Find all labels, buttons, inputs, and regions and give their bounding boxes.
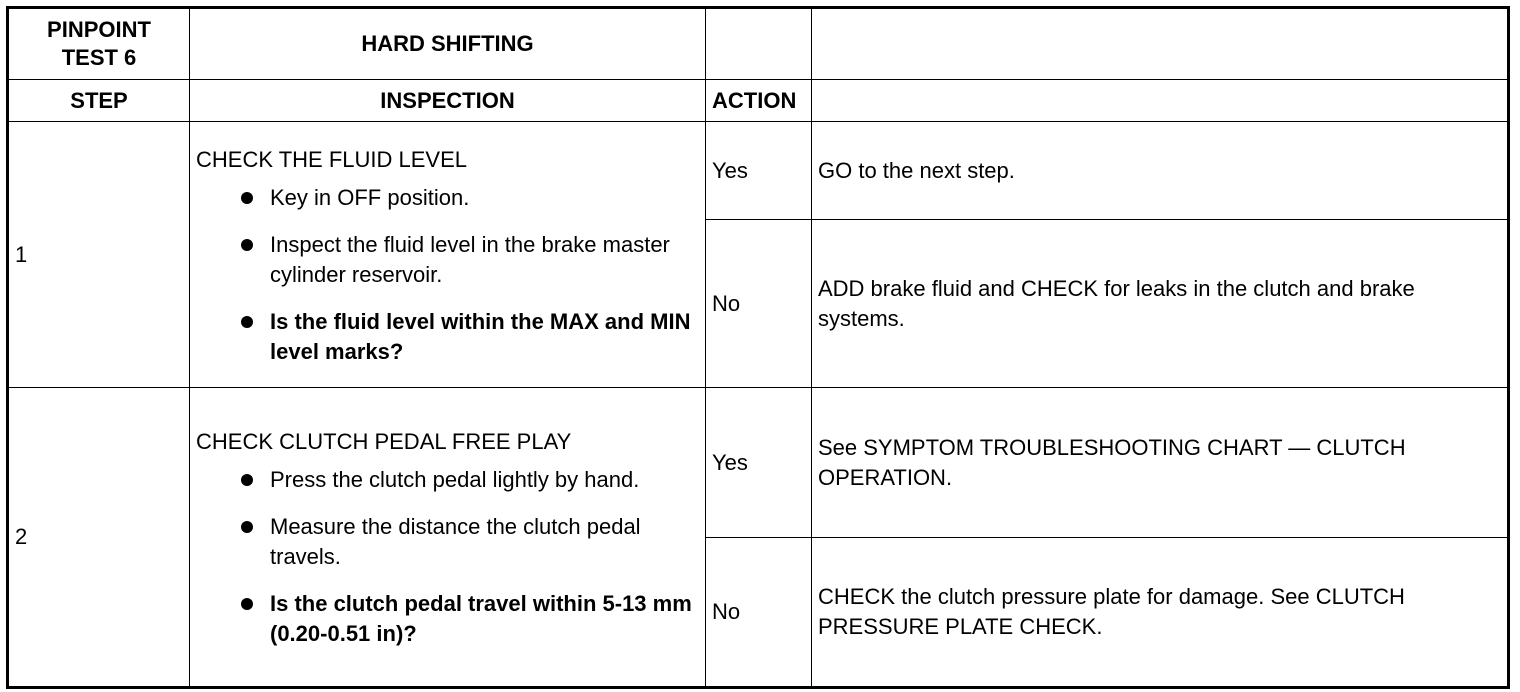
step-1-yes-action: GO to the next step. [812,122,1509,220]
list-item: Inspect the fluid level in the brake master cylinder reservoir. [238,230,699,290]
title-row [8,8,1509,80]
test-title: HARD SHIFTING [190,8,706,80]
step-1-inspection [190,122,706,388]
step-2-no-action: CHECK the clutch pressure plate for damage. See CLUTCH PRESSURE PLATE CHECK. [812,538,1509,688]
step-2-bullet-list [196,465,699,649]
step-2-no-label: No [706,538,812,688]
step-2-number: 2 [8,388,190,688]
action-column-header: ACTION [706,80,812,122]
step-1-yes-label: Yes [706,122,812,220]
bullet-icon [241,239,253,251]
step-1-title: CHECK THE FLUID LEVEL [196,146,468,172]
pinpoint-test-table [6,6,1510,689]
step-1-bullet-list [196,183,699,367]
list-item: Is the clutch pedal travel within 5-13 mm (0.20-0.51 in)? [238,589,699,649]
title-blank-cell [706,8,812,80]
bullet-icon [241,598,253,610]
step-2-yes-label: Yes [706,388,812,538]
bullet-icon [241,474,253,486]
list-item: Key in OFF position. [238,183,699,213]
list-item: Measure the distance the clutch pedal travels. [238,512,699,572]
inspection-column-header: INSPECTION [190,80,706,122]
step-1-yes-row [8,122,1509,220]
pinpoint-test-label: PINPOINT TEST 6 [8,8,190,80]
step-1-no-action: ADD brake fluid and CHECK for leaks in the clutch and brake systems. [812,220,1509,388]
column-header-row [8,80,1509,122]
bullet-icon [241,521,253,533]
bullet-icon [241,192,253,204]
bullet-icon [241,316,253,328]
step-1-no-label: No [706,220,812,388]
step-2-title: CHECK CLUTCH PEDAL FREE PLAY [196,429,572,454]
list-item: Press the clutch pedal lightly by hand. [238,465,699,495]
list-item: Is the fluid level within the MAX and MIN level marks? [238,307,699,367]
step-2-yes-row [8,388,1509,538]
step-column-header: STEP [8,80,190,122]
step-2-inspection [190,388,706,688]
step-2-yes-action: See SYMPTOM TROUBLESHOOTING CHART — CLUTCH OPERATION. [812,388,1509,538]
step-1-number: 1 [8,122,190,388]
action-detail-header-blank [812,80,1509,122]
title-blank-cell-right [812,8,1509,80]
